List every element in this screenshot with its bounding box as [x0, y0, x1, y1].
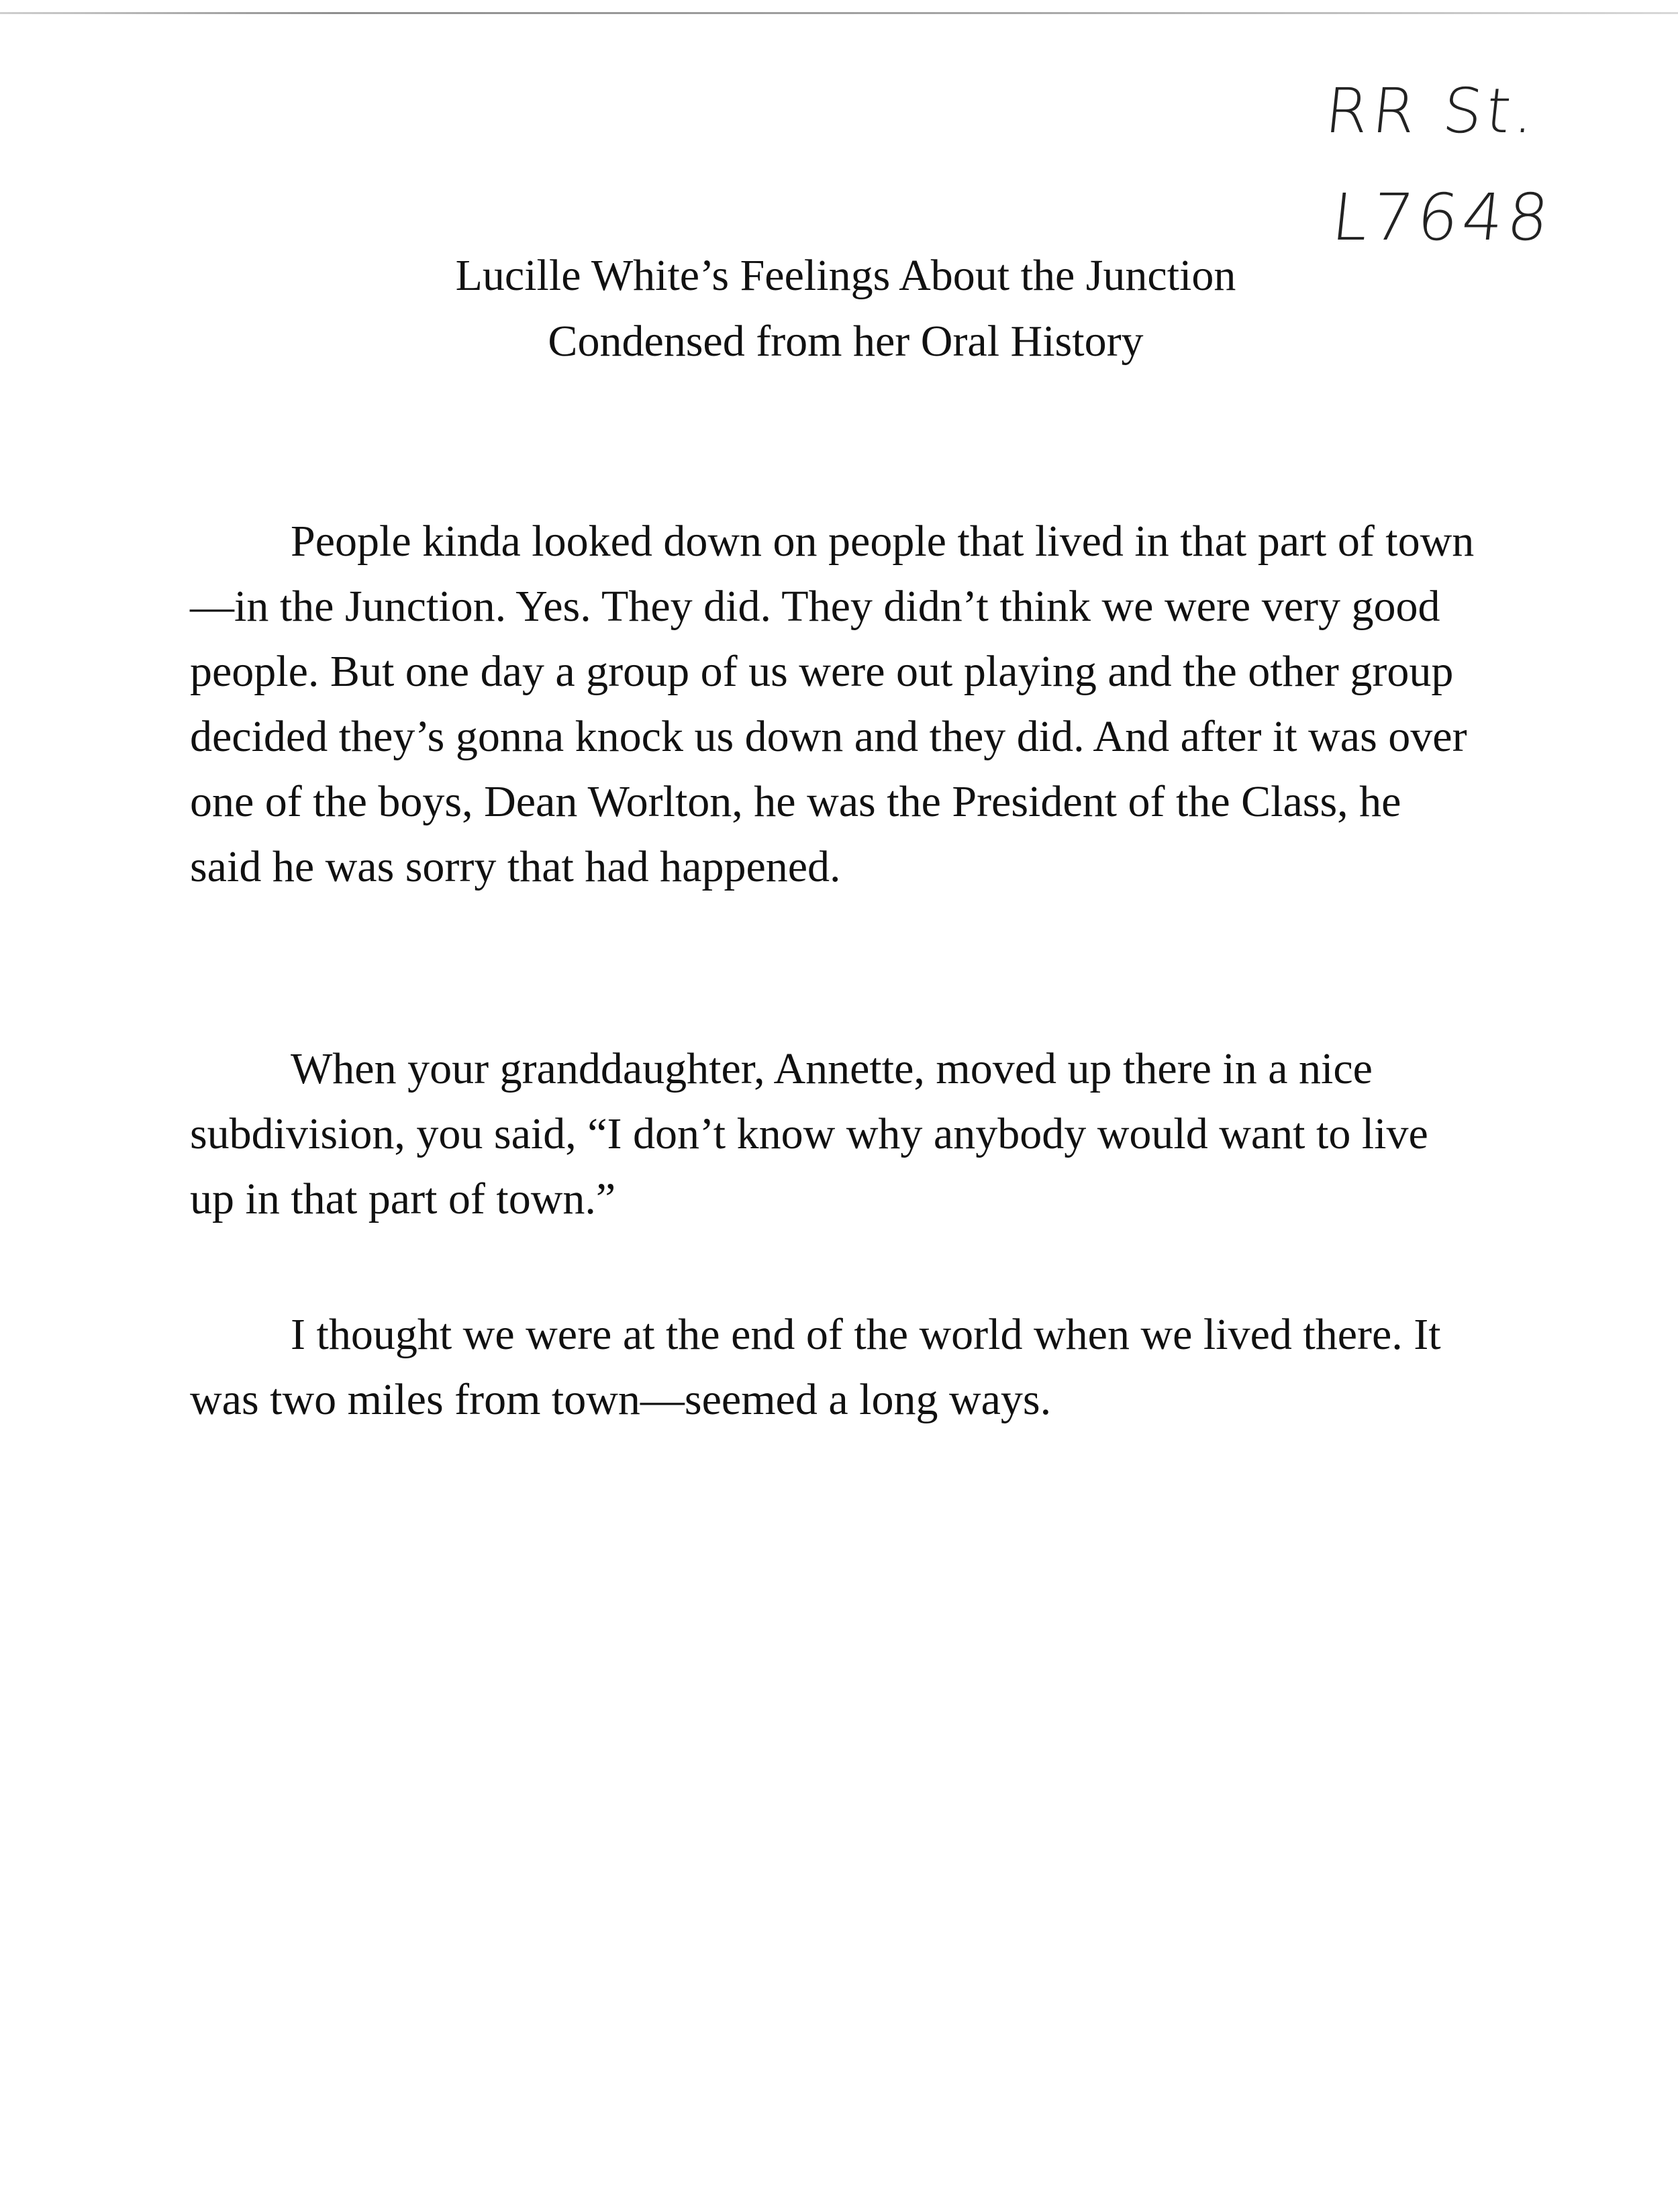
- handwritten-annotation-top: RR St.: [1322, 75, 1542, 147]
- paragraph-3-block: [190, 1302, 1479, 1432]
- paragraph-2-block: [190, 1036, 1479, 1231]
- title-line-1: Lucille White’s Feelings About the Junction: [455, 251, 1236, 300]
- title-line-2: Condensed from her Oral History: [548, 317, 1144, 366]
- handwritten-annotation-bottom: L7648: [1328, 180, 1557, 255]
- scan-edge-line: [0, 12, 1678, 14]
- paragraph: People kinda looked down on people that lived in that part of town—in the Junction. Yes. They did. They didn’t think we were very good people. But one day a group of us were out playing and the other group decided they’s gonna knock us down and they did. And after it was over one of the boys, Dean Worlton, he was the President of the Class, he said he was sorry that had happened.: [190, 517, 1475, 891]
- paragraph: When your granddaughter, Annette, moved up there in a nice subdivision, you said, “I don’t know why anybody would want to live up in that part of town.”: [190, 1044, 1428, 1223]
- paragraph-1-block: [190, 509, 1479, 899]
- paragraph: I thought we were at the end of the world when we lived there. It was two miles from town—seemed a long ways.: [190, 1310, 1441, 1424]
- document-title: [376, 243, 1316, 374]
